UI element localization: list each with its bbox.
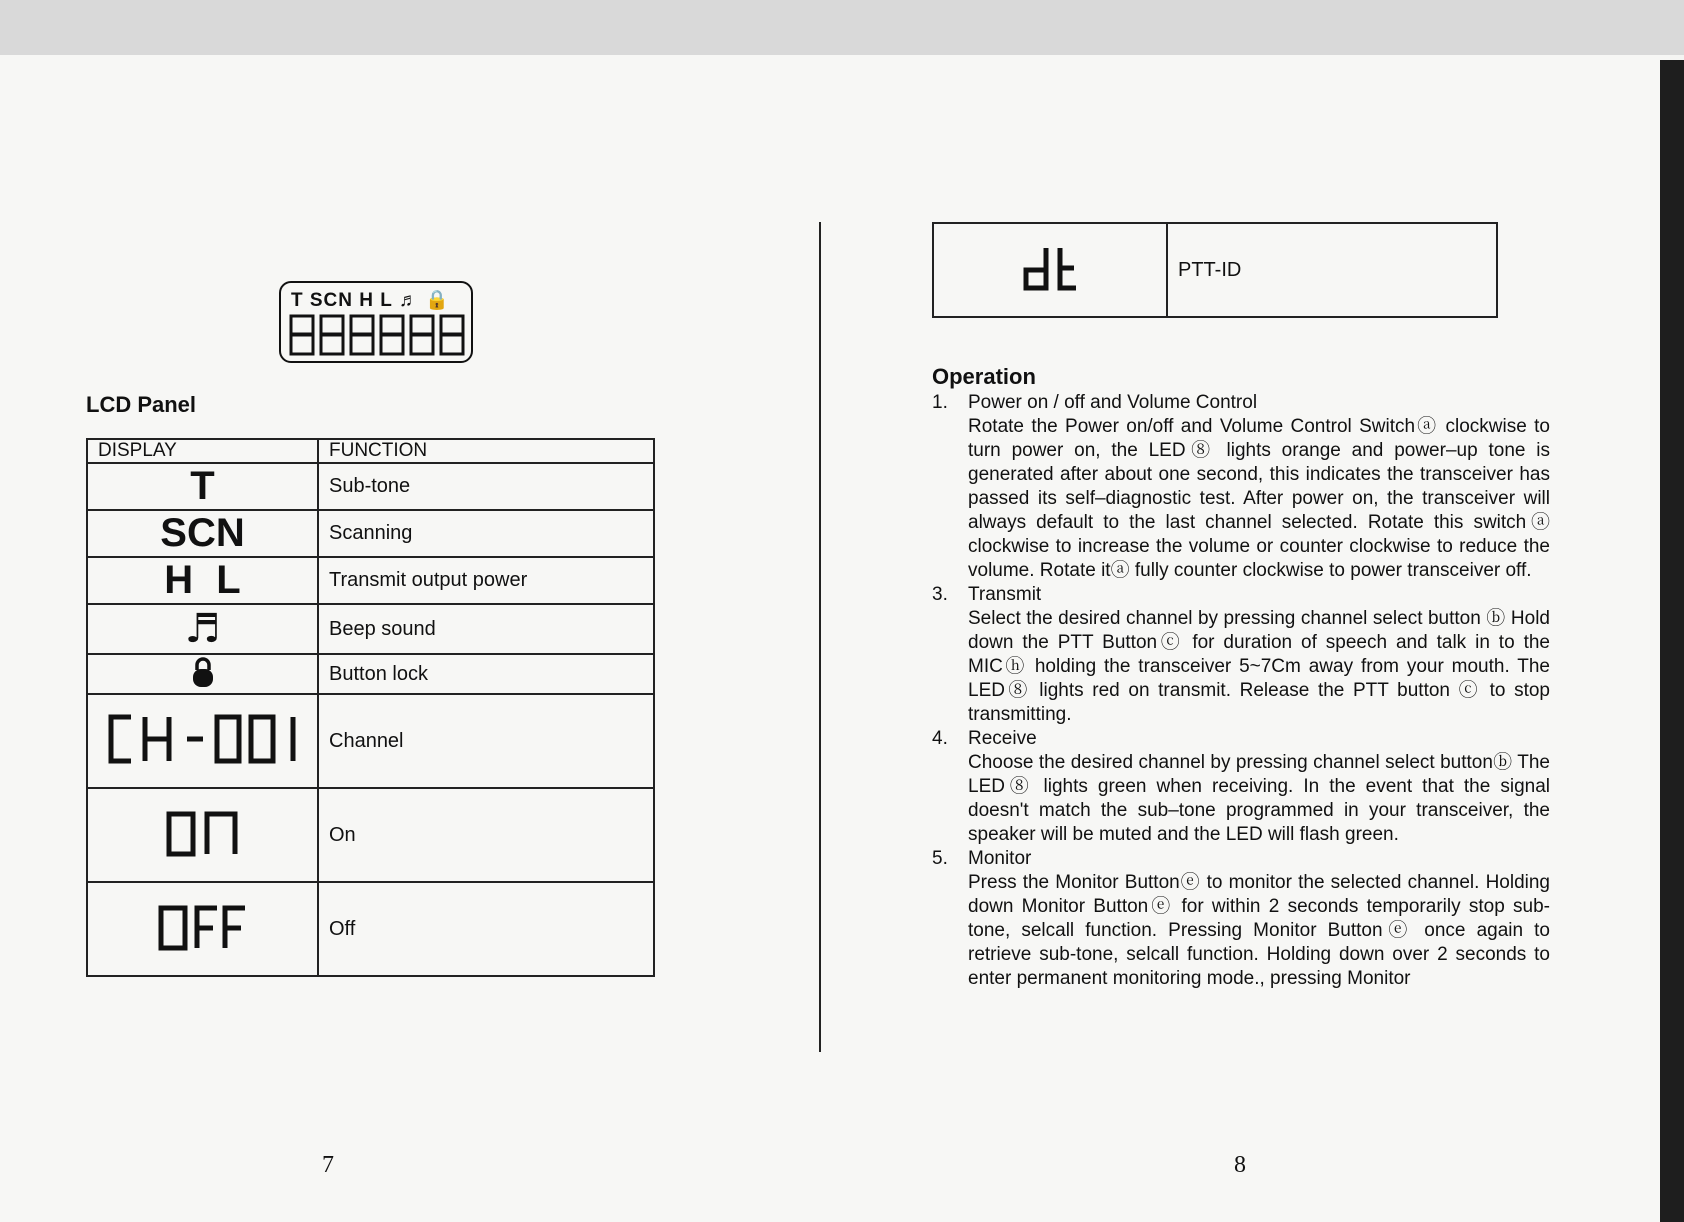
function-on: On: [318, 788, 654, 882]
item-number: 3.: [932, 584, 948, 605]
function-scanning: Scanning: [318, 510, 654, 557]
operation-item: [932, 391, 1550, 583]
operation-heading: Operation: [932, 364, 1036, 389]
table-row: [87, 557, 654, 604]
display-hl: H L: [164, 558, 241, 602]
table-row: [87, 882, 654, 976]
item-title: Transmit: [968, 584, 1042, 605]
item-text: Press the Monitor Buttonⓔ to monitor the selected channel. Holding down Monitor Buttonⓔ for within 2 seconds temporarily stop sub-tone, selcall function. Pressing Monitor Buttonⓔ once again to retrieve sub-tone, selcall function. Holding down over 2 seconds to enter permanent monitoring mode., pressing Monitor: [968, 872, 1550, 989]
lcd-digit-row: [287, 313, 467, 357]
item-title: Receive: [968, 728, 1037, 749]
operation-item: [932, 583, 1550, 727]
item-text: Select the desired channel by pressing channel select button ⓑ Hold down the PTT Buttonⓒ for duration of speech and talk in to the MICⓗ holding the transceiver 5~7Cm away from your mouth. The LED⑧ lights red on transmit. Release the PTT button ⓒ to stop transmitting.: [968, 608, 1550, 725]
item-text: Rotate the Power on/off and Volume Control Switchⓐ clockwise to turn power on, the LED⑧ lights orange and power–up tone is generated after about one second, this indicates the transceiver has passed its self–diagnostic test. After power on, the transceiver will always default to the last channel selected. Rotate this switchⓐ clockwise to increase the volume or counter clockwise to reduce the volume. Rotate itⓐ fully counter clockwise to power transceiver off.: [968, 416, 1550, 581]
table-row: [87, 463, 654, 510]
scan-right-edge: [1660, 60, 1684, 1222]
table-row: [87, 788, 654, 882]
page-divider: [819, 222, 821, 1052]
lcd-function-table: [86, 438, 655, 977]
function-transmit-power: Transmit output power: [318, 557, 654, 604]
lock-icon: [192, 656, 214, 688]
display-t: T: [190, 464, 215, 508]
table-row: [87, 654, 654, 694]
function-button-lock: Button lock: [318, 654, 654, 694]
function-off: Off: [318, 882, 654, 976]
table-row: [87, 604, 654, 654]
lcd-panel-illustration: [279, 281, 473, 363]
table-row: [87, 510, 654, 557]
table-header-row: [87, 439, 654, 463]
ptt-id-display-icon: [1020, 244, 1080, 292]
operation-item: [932, 727, 1550, 847]
item-number: 5.: [932, 848, 948, 869]
operation-section: [932, 364, 1550, 991]
item-title: Monitor: [968, 848, 1032, 869]
item-title: Power on / off and Volume Control: [968, 392, 1258, 413]
function-beep: Beep sound: [318, 604, 654, 654]
channel-display-icon: [103, 711, 303, 767]
function-channel: Channel: [318, 694, 654, 788]
table-row: [87, 694, 654, 788]
header-function: FUNCTION: [318, 439, 654, 463]
display-scn: SCN: [160, 511, 245, 555]
header-display: DISPLAY: [87, 439, 318, 463]
page-number-right: 8: [1234, 1152, 1246, 1178]
lcd-panel-heading: LCD Panel: [86, 392, 197, 417]
off-display-icon: [155, 902, 251, 952]
scan-top-band: [0, 0, 1684, 55]
page-number-left: 7: [322, 1152, 334, 1178]
item-number: 1.: [932, 392, 948, 413]
beep-icon: ♬: [184, 606, 221, 652]
ptt-id-table: [932, 222, 1498, 318]
function-subtone: Sub-tone: [318, 463, 654, 510]
item-number: 4.: [932, 728, 948, 749]
function-ptt-id: PTT-ID: [1167, 223, 1497, 317]
lcd-indicator-row: T SCN H L ♬ 🔒: [291, 290, 450, 311]
operation-item: [932, 847, 1550, 991]
on-display-icon: [163, 808, 243, 858]
item-text: Choose the desired channel by pressing channel select buttonⓑ The LED⑧ lights green when receiving. In the event that the signal doesn't match the sub–tone programmed in your transceiver, the speaker will be muted and the LED will flash green.: [968, 752, 1550, 845]
